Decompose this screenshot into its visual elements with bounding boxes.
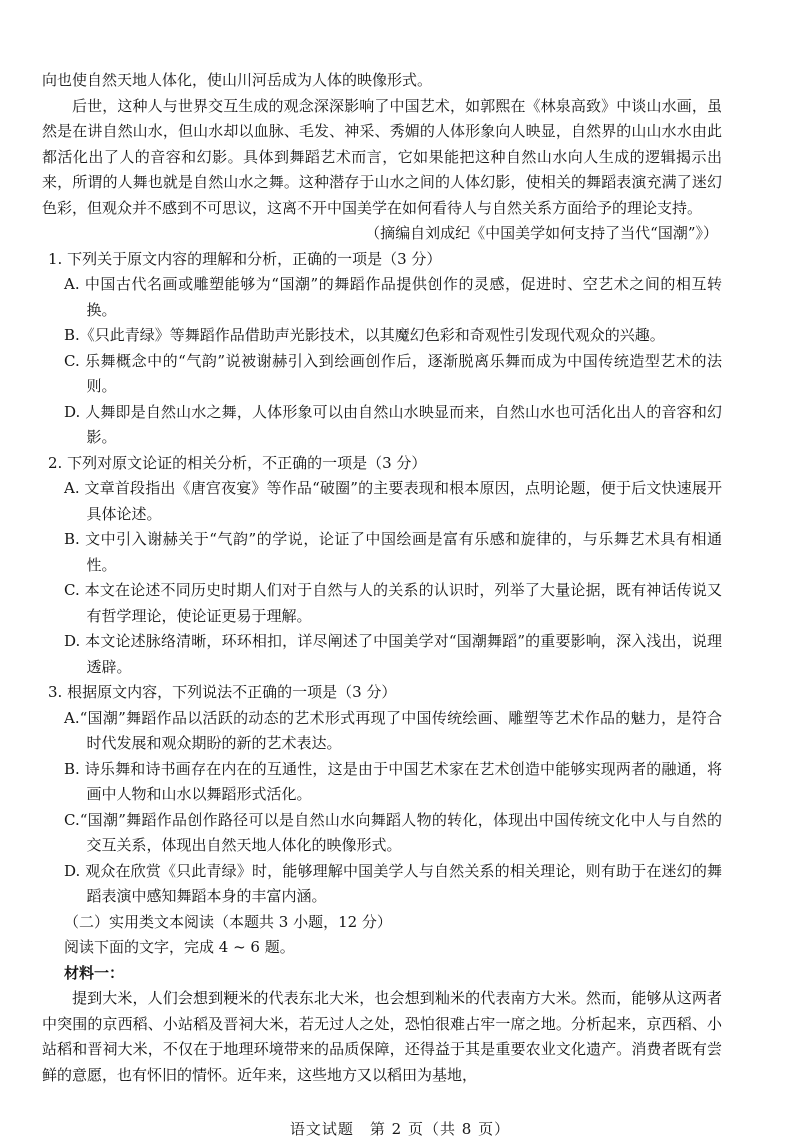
option-b: B. 文中引入谢赫关于“气韵”的学说，论证了中国绘画是富有乐感和旋律的，与乐舞艺术具有相通性。 (64, 530, 722, 574)
passage-paragraph-2: 后世，这种人与世界交互生成的观念深深影响了中国艺术，如郭熙在《林泉高致》中谈山水画，虽然是在讲自然山水，但山水却以血脉、毛发、神采、秀媚的人体形象向人映显，自然界的山山水水由此都活化出了人的音容和幻影。具体到舞蹈艺术而言，它如果能把这种自然山水向人生成的逻辑揭示出来，所谓的人舞也就是自然山水之舞。这种潜存于山水之间的人体幻影，使相关的舞蹈表演充满了迷幻色彩，但观众并不感到不可思议，这离不开中国美学在如何看待人与自然关系方面给予的理论支持。 (42, 96, 722, 217)
option-a: A.“国潮”舞蹈作品以活跃的动态的艺术形式再现了中国传统绘画、雕塑等艺术作品的魅力，是符合时代发展和观众期盼的新的艺术表达。 (64, 708, 722, 752)
page-footer: 语文试题 第 2 页（共 8 页） (289, 1120, 511, 1138)
passage-paragraph-1: 向也使自然天地人体化，使山川河岳成为人体的映像形式。 (42, 71, 433, 89)
option-a: A. 文章首段指出《唐宫夜宴》等作品“破圈”的主要表现和根本原因，点明论题，便于后文快速展开具体论述。 (64, 479, 722, 523)
material-text: 提到大米，人们会想到粳米的代表东北大米，也会想到籼米的代表南方大米。然而，能够从这两者中突围的京西稻、小站稻及晋祠大米，若无过人之处，恐怕很难占牢一席之地。分析起来，京西稻、小站稻和晋祠大米，不仅在于地理环境带来的品质保障，还得益于其是重要农业文化遗产。消费者既有尝鲜的意愿，也有怀旧的情怀。近年来，这些地方又以稻田为基地， (42, 989, 722, 1084)
question-stem: 2. 下列对原文论证的相关分析，不正确的一项是（3 分） (48, 453, 427, 472)
section-heading: （二）实用类文本阅读（本题共 3 小题，12 分） (64, 912, 392, 931)
option-b: B. 诗乐舞和诗书画存在内在的互通性，这是由于中国艺术家在艺术创造中能够实现两者的融通，将画中人物和山水以舞蹈形式活化。 (64, 759, 722, 803)
passage-source: （摘编自刘成纪《中国美学如何支持了当代“国潮”》） (365, 224, 718, 242)
option-b: B.《只此青绿》等舞蹈作品借助声光影技术，以其魔幻色彩和奇观性引发现代观众的兴趣。 (64, 326, 665, 344)
option-c: C. 乐舞概念中的“气韵”说被谢赫引入到绘画创作后，逐渐脱离乐舞而成为中国传统造型艺术的法则。 (64, 351, 722, 395)
option-c: C. 本文在论述不同历史时期人们对于自然与人的关系的认识时，列举了大量论据，既有神话传说又有哲学理论，使论证更易于理解。 (64, 581, 722, 625)
question-stem: 1. 下列关于原文内容的理解和分析，正确的一项是（3 分） (48, 249, 442, 268)
question-stem: 3. 根据原文内容，下列说法不正确的一项是（3 分） (48, 683, 397, 701)
question-3 (42, 680, 722, 910)
question-1 (42, 247, 722, 451)
option-d: D. 本文论述脉络清晰，环环相扣，详尽阐述了中国美学对“国潮舞蹈”的重要影响，深入浅出，说理透辟。 (64, 632, 722, 676)
option-c: C.“国潮”舞蹈作品创作路径可以是自然山水向舞蹈人物的转化，体现出中国传统文化中人与自然的交互关系，体现出自然天地人体化的映像形式。 (64, 810, 722, 854)
option-d: D. 观众在欣赏《只此青绿》时，能够理解中国美学人与自然关系的相关理论，则有助于在迷幻的舞蹈表演中感知舞蹈本身的丰富内涵。 (64, 861, 722, 905)
question-2 (42, 451, 722, 681)
material-label: 材料一： (64, 963, 125, 982)
section-instruction: 阅读下面的文字，完成 4 ~ 6 题。 (64, 938, 295, 956)
option-a: A. 中国古代名画或雕塑能够为“国潮”的舞蹈作品提供创作的灵感，促进时、空艺术之间的相互转换。 (64, 275, 722, 319)
option-d: D. 人舞即是自然山水之舞，人体形象可以由自然山水映显而来，自然山水也可活化出人的音容和幻影。 (64, 402, 722, 446)
